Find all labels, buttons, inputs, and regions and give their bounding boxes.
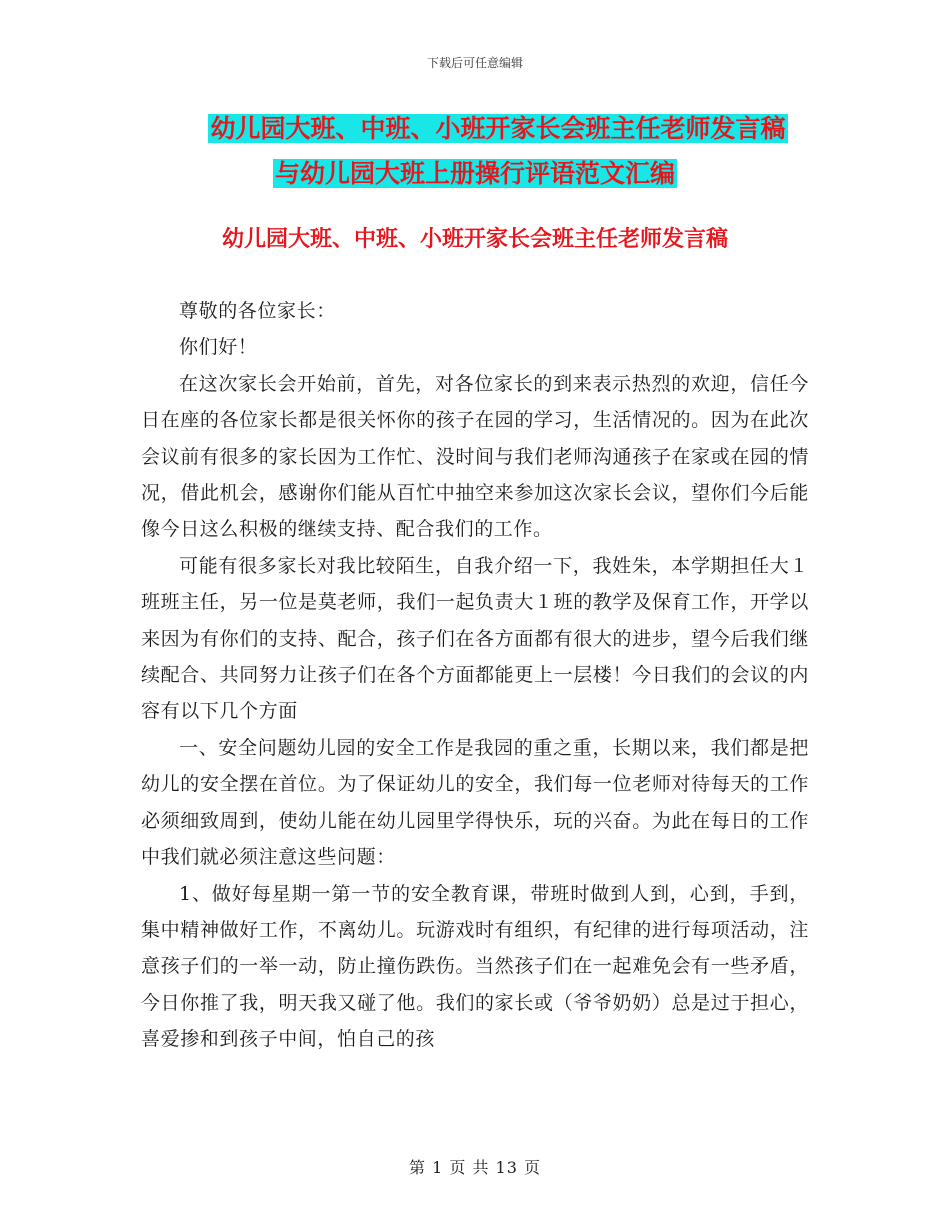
document-title-line-1: [0, 113, 950, 145]
document-title-text-1: 幼儿园大班、中班、小班开家长会班主任老师发言稿: [210, 114, 786, 143]
paragraph: 一、安全问题幼儿园的安全工作是我园的重之重，长期以来，我们都是把幼儿的安全摆在首位。为了保证幼儿的安全，我们每一位老师对待每天的工作必须细致周到，使幼儿能在幼儿园里学得快乐，玩的兴奋。为此在每日的工作中我们就必须注意这些问题：: [141, 736, 809, 869]
document-title-text-2: 与幼儿园大班上册操行评语范文汇编: [274, 159, 675, 188]
page-number-footer: 第 1 页 共 13 页: [409, 1158, 541, 1177]
greeting: 你们好！: [179, 336, 258, 359]
header-note: 下载后可任意编辑: [426, 56, 523, 70]
document-body: [141, 293, 809, 1058]
paragraph: 可能有很多家长对我比较陌生，自我介绍一下，我姓朱，本学期担任大１班班主任，另一位是莫老师，我们一起负责大１班的教学及保育工作，开学以来因为有你们的支持、配合，孩子们在各方面都有很大的进步，望今后我们继续配合、共同努力让孩子们在各个方面都能更上一层楼！今日我们的会议的内容有以下几个方面: [141, 554, 809, 723]
paragraph: 在这次家长会开始前，首先，对各位家长的到来表示热烈的欢迎，信任今日在座的各位家长都是很关怀你的孩子在园的学习，生活情况的。因为在此次会议前有很多的家长因为工作忙、没时间与我们老师沟通孩子在家或在园的情况，借此机会，感谢你们能从百忙中抽空来参加这次家长会议，望你们今后能像今日这么积极的继续支持、配合我们的工作。: [141, 372, 809, 541]
paragraph: 1、做好每星期一第一节的安全教育课，带班时做到人到，心到，手到，集中精神做好工作，不离幼儿。玩游戏时有组织，有纪律的进行每项活动，注意孩子们的一举一动，防止撞伤跌伤。当然孩子们在一起难免会有一些矛盾，今日你推了我，明天我又碰了他。我们的家长或（爷爷奶奶）总是过于担心，喜爱掺和到孩子中间，怕自己的孩: [141, 882, 809, 1051]
document-title-line-2: [0, 158, 950, 190]
salutation: 尊敬的各位家长：: [179, 300, 336, 322]
section-heading: 幼儿园大班、中班、小班开家长会班主任老师发言稿: [221, 226, 728, 252]
